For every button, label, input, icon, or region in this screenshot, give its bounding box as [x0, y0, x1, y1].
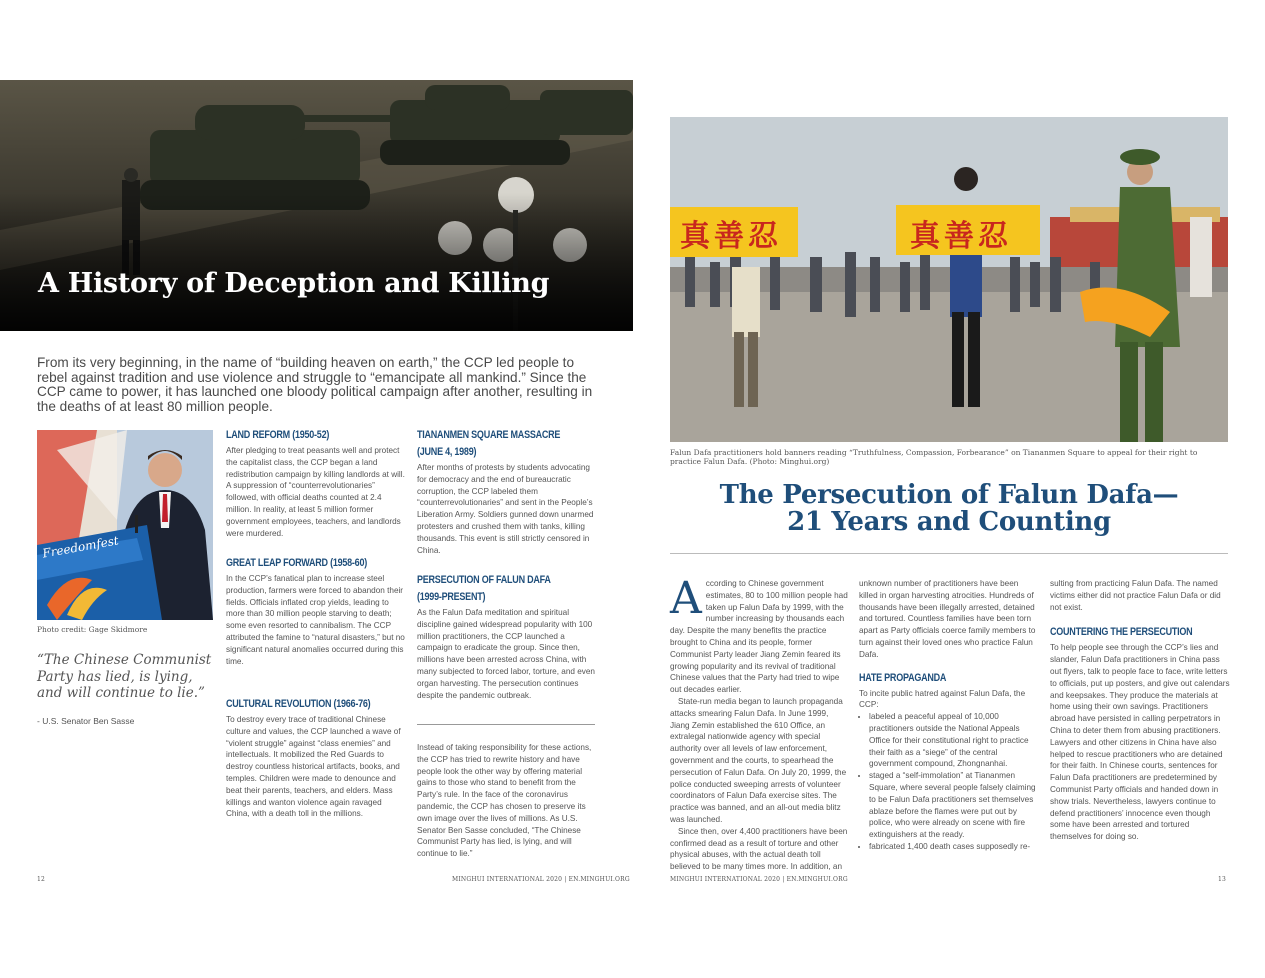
section-heading: LAND REFORM (1950-52)	[226, 429, 330, 441]
photo-credit: Photo credit: Gage Skidmore	[37, 625, 148, 634]
section-great-leap-forward	[226, 556, 406, 667]
section-land-reform	[226, 428, 406, 539]
page-number-right: 13	[1218, 876, 1227, 883]
section-heading-hate-propaganda: HATE PROPAGANDA	[859, 671, 947, 684]
section-body: After months of protests by students advocating for democracy and the end of bureaucratic corruption, the CCP labeled them “counterrevolutionaries” and sent in the People’s Liberation Army. Soldiers gunned down unarmed protesters and crushed them with tanks, killing thousands. This event is still strictly censored in China.	[417, 463, 594, 555]
senator-photo	[37, 430, 213, 620]
article-text: To incite public hatred against Falun Dafa, the CCP:	[859, 688, 1026, 710]
article-text: Since then, over 4,400 practitioners have been confirmed dead as a result of torture and other physical abuses, with the actual death toll believed to be many times more. In addition, an	[670, 826, 848, 872]
section-heading-date: (JUNE 4, 1989)	[417, 446, 477, 458]
article-text: To help people see through the CCP’s lies and slander, Falun Dafa practitioners in China pass out flyers, talk to people face to face, write letters to officials, put up posters, and give out calendars and keepsakes. They produce the materials at home using their own savings. Practitioners abroad have persisted in calling perpetrators in China to deter them from abusing practitioners. Lawyers and other citizens in China have also helped to rescue practitioners who are detained for their faith. In Chinese courts, sentences for Falun Dafa practitioners are predetermined by Communist Party officials and handed down in show trials. Nevertheless, lawyers continue to defend practitioners’ innocence even though some have been arrested and tortured themselves for doing so.	[1050, 643, 1230, 842]
closing-paragraph	[417, 742, 597, 860]
protest-photo-illustration	[670, 117, 1228, 442]
article-paragraph	[670, 826, 848, 873]
article-title	[670, 482, 1228, 536]
list-item: • staged a “self-immolation” at Tiananmen Square, where several people falsely claiming to be Falun Dafa practitioners set themselves ablaze before the flames were put out by police, who were already on scene with fire extinguishers at the ready.	[869, 770, 1039, 841]
article-text: unknown number of practitioners have been killed in organ harvesting atrocities. Hundreds of thousands have been illegally arrested, detained and tortured. Countless families have been torn apart as Party officials coerce family members to turn against their loved ones who practice Falun Dafa.	[859, 579, 1036, 659]
closing-text: Instead of taking responsibility for these actions, the CCP has tried to rewrite history and have people look the other way by offering material gains to those who stand to benefit from the Party’s rule. In the face of the coronavirus pandemic, the CCP has chosen to preserve its own image over the lives of millions. As U.S. Senator Ben Sasse concluded, “The Chinese Communist Party has lied, is lying, and will continue to lie.”	[417, 743, 592, 859]
section-heading: CULTURAL REVOLUTION (1966-76)	[226, 698, 371, 710]
page-number-left: 12	[37, 876, 46, 883]
article-title-line2: 21 Years and Counting	[787, 507, 1111, 537]
senator-photo-illustration	[37, 430, 213, 620]
banner-text-left: 真善忍	[680, 219, 782, 254]
section-heading-date: (1999-PRESENT)	[417, 591, 486, 603]
intro-paragraph: From its very beginning, in the name of “building heaven on earth,” the CCP led people to rebel against tradition and use violence and struggle to “emancipate all mankind.” Since the CCP came to power, it has launched one bloody political campaign after another, resulting in the deaths of at least 80 million people.	[37, 355, 593, 414]
section-heading: TIANANMEN SQUARE MASSACRE	[417, 429, 561, 441]
section-body: As the Falun Dafa meditation and spiritual discipline gained widespread popularity with 100 million practitioners, the CCP launched a campaign to eradicate the group. Since then, millions have been arrested across China, with many subjected to forced labor, torture, and even organ harvesting. The persecution continues despite the pandemic outbreak.	[417, 608, 595, 700]
section-cultural-revolution	[226, 697, 406, 820]
protest-photo	[670, 117, 1228, 442]
article-text: ccording to Chinese government estimates, 80 to 100 million people had taken up Falun Dafa by 1999, with the number increasing by thousands each day. Despite the many benefits the practice brought to China and its people, former Communist Party leader Jiang Zemin feared its growing popularity and its revival of traditional Chinese values that the Party had tried to wipe out decades earlier.	[670, 579, 848, 695]
article-title-line1: The Persecution of Falun Dafa—	[719, 480, 1179, 510]
column-divider	[417, 724, 595, 725]
section-body: After pledging to treat peasants well and protect the capitalist class, the CCP began a land redistribution campaign by killing landlords at will. A suppression of “counterrevolutionaries” followed, with official deaths counted at 2.4 million. In reality, at least 5 million former government employees, teachers, and landlords were murdered.	[226, 446, 405, 538]
article-paragraph	[670, 573, 848, 696]
list-item: • labeled a peaceful appeal of 10,000 practitioners outside the National Appeals Office for their constitutional right to practice their faith as a “siege” of the central government compound, Zhongnanhai.	[869, 711, 1039, 770]
article-text: sulting from practicing Falun Dafa. The named victims either did not practice Falun Dafa or did not exist.	[1050, 579, 1221, 612]
propaganda-list	[859, 711, 1039, 853]
section-tiananmen	[417, 428, 597, 556]
banner-text-center: 真善忍	[910, 219, 1012, 254]
photo-caption: Falun Dafa practitioners hold banners reading “Truthfulness, Compassion, Forbearance” on Tiananmen Square to appeal for their right to practice Falun Dafa. (Photo: Minghui.org)	[670, 448, 1198, 466]
folio-left: MINGHUI INTERNATIONAL 2020 | EN.MINGHUI.ORG	[452, 876, 630, 883]
article-text: State-run media began to launch propaganda attacks smearing Falun Dafa. In June 1999, Jiang Zemin established the 610 Office, an extralegal nationwide agency with special authority over all levels of law enforcement, government and the courts, to spearhead the persecution of Falun Dafa. On July 20, 1999, the police conducted sweeping arrests of volunteer coordinators of Falun Dafa exercise sites. The practice was banned, and an all-out media blitz was launched.	[670, 696, 847, 824]
podium-logo-text: Freedomfest	[41, 533, 120, 561]
article-column-3	[1050, 578, 1230, 843]
section-heading-countering: COUNTERING THE PERSECUTION	[1050, 626, 1193, 639]
section-body: To destroy every trace of traditional Chinese culture and values, the CCP launched a wave of “violent struggle” against “class enemies” and intellectuals. It mobilized the Red Guards to destroy countless historical artifacts, books, and temples. Children were made to denounce and beat their parents, teachers, and elders. Mass killings and wanton violence again ravaged China, with a death toll in the millions.	[226, 715, 401, 819]
pull-quote: “The Chinese Communist Party has lied, is lying, and will continue to lie.”	[37, 652, 212, 701]
article-column-1	[670, 573, 848, 873]
article-paragraph	[670, 696, 848, 826]
folio-right: MINGHUI INTERNATIONAL 2020 | EN.MINGHUI.ORG	[670, 876, 848, 883]
drop-cap: A	[670, 573, 702, 624]
section-heading: GREAT LEAP FORWARD (1958-60)	[226, 557, 367, 569]
quote-attribution: - U.S. Senator Ben Sasse	[37, 716, 135, 726]
section-body: In the CCP’s fanatical plan to increase steel production, farmers were forced to abandon their fields. Officials inflated crop yields, leading to more than 30 million people starving to death; some even resorted to cannibalism. The CCP attributed the famine to “natural disasters,” but no significant natural anomalies occurred during this time.	[226, 574, 405, 666]
article-column-2	[859, 578, 1039, 853]
list-item: • fabricated 1,400 death cases supposedly re-	[869, 841, 1039, 853]
section-heading: PERSECUTION OF FALUN DAFA	[417, 574, 551, 586]
section-persecution	[417, 573, 597, 701]
hero-title: A History of Deception and Killing	[38, 268, 550, 299]
right-page	[633, 0, 1265, 978]
title-rule	[670, 553, 1228, 554]
